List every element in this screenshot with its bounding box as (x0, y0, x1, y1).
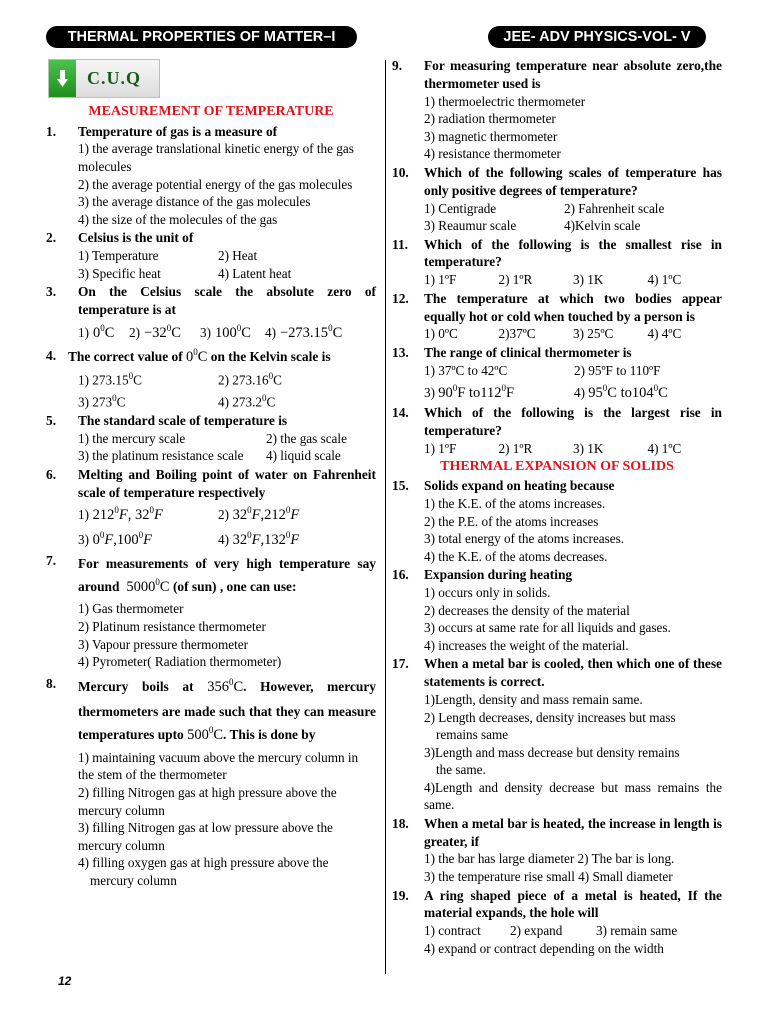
cuq-label: C.U.Q (87, 68, 141, 88)
question-17: 17. When a metal bar is cooled, then which one of these statements is correct. 1)Length, density and mass remain same. 2) Length decreases, density increases but mass remains same 3)Length and mass decrease but density remains the same. 4)Length and density decrease but mass remains the same. (392, 656, 722, 813)
option: 3) the platinum resistance scale (78, 448, 244, 464)
cuq-badge (48, 59, 160, 98)
option: 3) 1K (573, 441, 604, 457)
option: 4)Length and density decrease but mass remains the same. (424, 779, 722, 813)
option: 3) total energy of the atoms increases. (424, 531, 625, 547)
option: 4) resistance thermometer (424, 146, 561, 162)
option: 1) the average translational kinetic energy of the gas molecules (78, 141, 354, 174)
option: 2) filling Nitrogen gas at high pressure above the mercury column (78, 784, 337, 818)
question-3: 3. On the Celsius scale the absolute zero of temperature is at 1) $0^0C$ 2) $-32^0C$ 3) $100^0C$ 4) $-273.15^0C$ (46, 283, 376, 343)
option: 4) the K.E. of the atoms decreases. (424, 548, 608, 564)
question-18: 18. When a metal bar is heated, the increase in length is greater, if 1) the bar has large diameter 2) The bar is long. 3) the temperature rise small 4) Small diameter (392, 815, 722, 885)
option: 3) occurs at same rate for all liquids and gases. (424, 620, 671, 636)
question-11: 11. Which of the following is the smallest rise in temperature? 1) 1ºF 2) 1ºR 3) 1K 4) 1ºC (392, 236, 722, 288)
question-7: 7. For measurements of very high temperature say around 5000$^0$C (of sun) , one can use: 1) Gas thermometer 2) Platinum resistance thermometer 3) Vapour pressure thermometer 4) Pyrometer( Radiation thermometer) (46, 552, 376, 670)
question-15: 15. Solids expand on heating because 1) the K.E. of the atoms increases. 2) the P.E. of the atoms increases 3) total energy of the atoms increases. 4) the K.E. of the atoms decreases. (392, 477, 722, 565)
option: 2)37ºC (498, 326, 536, 342)
option: 1) occurs only in solids. (424, 585, 551, 601)
question-9: 9. For measuring temperature near absolute zero,the thermometer used is 1) thermoelectric thermometer 2) radiation thermometer 3) magnetic thermometer 4) resistance thermometer (392, 58, 722, 162)
option: 2) Length decreases, density increases but mass remains same (424, 709, 676, 743)
question-8: 8. Mercury boils at $356^0C$. However, mercury thermometers are made such that they can measure temperatures upto $500^0C$. This is done by 1) maintaining vacuum above the mercury column in the stem of the thermometer 2) filling Nitrogen gas at high pressure above the mercury column 3) filling Nitrogen gas at low pressure above the mercury column 4) filling oxygen gas at high pressure above the mercury column (46, 675, 376, 888)
option: 4)Kelvin scale (564, 218, 641, 234)
option: 3) Reaumur scale (424, 218, 517, 234)
option: 1) Gas thermometer (78, 601, 184, 617)
option: 4) 1ºC (647, 441, 682, 457)
question-6: 6. Melting and Boiling point of water on Fahrenheit scale of temperature respectively 1) $212^0F$, $32^0F$ 2) $32^0F,212^0F$ 3) $0^0F,100^0F$ 4) $32^0F,132^0F$ (46, 466, 376, 550)
option: 1) contract (424, 923, 481, 939)
option: 1) 1ºF (424, 272, 457, 288)
column-divider (385, 60, 386, 974)
section-title: MEASUREMENT OF TEMPERATURE (88, 104, 334, 119)
down-arrow-icon (49, 60, 76, 97)
option: 2) Heat (218, 248, 258, 263)
option: 1) maintaining vacuum above the mercury column in the stem of the thermometer (78, 749, 359, 783)
right-column (392, 56, 722, 957)
volume-title: JEE- ADV PHYSICS-VOL- V (488, 26, 706, 48)
option: 1) the mercury scale (78, 430, 186, 446)
option: 4) the size of the molecules of the gas (78, 211, 278, 227)
option: 1) 37ºC to 42ºC (424, 362, 508, 378)
left-column (46, 103, 376, 889)
option: 3) Vapour pressure thermometer (78, 636, 249, 652)
option: 4) liquid scale (266, 448, 341, 464)
option: 2) 273.16$^0$C (218, 370, 282, 388)
option: 1) 273.15$^0$C (78, 370, 142, 388)
option-row: 1) $0^0C$ 2) $-32^0C$ 3) $100^0C$ 4) $-273.15^0C$ (78, 322, 343, 341)
option: 4) increases the weight of the material. (424, 637, 629, 653)
question-16: 16. Expansion during heating 1) occurs only in solids. 2) decreases the density of the material 3) occurs at same rate for all liquids and gases. 4) increases the weight of the material. (392, 566, 722, 654)
question-12: 12. The temperature at which two bodies appear equally hot or cold when touched by a person is 1) 0ºC 2)37ºC 3) 25ºC 4) 4ºC (392, 290, 722, 342)
option: 2) 95ºF to 110ºF (574, 362, 661, 378)
page-number: 12 (58, 974, 72, 988)
option: 4) Pyrometer( Radiation thermometer) (78, 654, 282, 670)
question-14: 14. Which of the following is the largest rise in temperature? 1) 1ºF 2) 1ºR 3) 1K 4) 1ºC (392, 405, 722, 457)
question-4: 4. The correct value of $0^0C$ on the Kelvin scale is 1) 273.15$^0$C 2) 273.16$^0$C 3) $273^0C$ 4) 273.2$^0$C (46, 346, 331, 410)
chapter-title: THERMAL PROPERTIES OF MATTER–I (46, 26, 357, 48)
option: 4) 1ºC (647, 272, 682, 288)
question-2: 2. Celsius is the unit of 1) Temperature 2) Heat 3) Specific heat 4) Latent heat (46, 230, 292, 281)
option: 2) decreases the density of the material (424, 602, 630, 618)
option: 1) the bar has large diameter 2) The bar is long. (424, 851, 675, 867)
option: 3) 25ºC (573, 326, 614, 342)
option: 4) $32^0F,132^0F$ (218, 529, 300, 548)
option: 3) Specific heat (78, 265, 161, 281)
option: 3) $0^0F,100^0F$ (78, 529, 152, 548)
option: 2) Fahrenheit scale (564, 200, 665, 216)
question-19: 19. A ring shaped piece of a metal is heated, If the material expands, the hole will 1) contract 2) expand 3) remain same 4) expand or contract depending on the width (392, 887, 722, 956)
option: 2) Platinum resistance thermometer (78, 619, 266, 635)
option: 1) $212^0F$, $32^0F$ (78, 505, 163, 524)
option: 3) $273^0C$ (78, 392, 126, 410)
option: 1) thermoelectric thermometer (424, 93, 586, 109)
option: 2) radiation thermometer (424, 111, 556, 127)
option: 4) expand or contract depending on the width (424, 940, 664, 956)
option: 3)Length and mass decrease but density remains the same. (424, 744, 680, 778)
option: 1) Centigrade (424, 200, 497, 216)
option: 3) the temperature rise small 4) Small diameter (424, 869, 673, 885)
option: 1) Temperature (78, 248, 159, 263)
option: 4) $95^0C$ $to104^0C$ (574, 383, 668, 402)
option: 4) 273.2$^0$C (218, 392, 276, 410)
option: 4) filling oxygen gas at high pressure above the mercury column (78, 855, 329, 888)
option: 2) the average potential energy of the gas molecules (78, 176, 353, 192)
question-10: 10. Which of the following scales of temperature has only positive degrees of temperature? 1) Centigrade 2) Fahrenheit scale 3) Reaumur scale 4)Kelvin scale (392, 164, 722, 234)
question-5: 5. The standard scale of temperature is 1) the mercury scale 2) the gas scale 3) the platinum resistance scale 4) liquid scale (46, 412, 347, 464)
option: 2) expand (510, 923, 563, 939)
option: 2) 1ºR (498, 272, 533, 288)
option: 3) 1K (573, 272, 604, 288)
option: 2) the P.E. of the atoms increases (424, 513, 599, 529)
option: 2) the gas scale (266, 430, 347, 446)
option: 1)Length, density and mass remain same. (424, 691, 643, 707)
question-1: 1. Temperature of gas is a measure of 1) the average translational kinetic energy of the gas molecules 2) the average potential energy of the gas molecules 3) the average distance of the gas molecules 4) the size of the molecules of the gas (46, 123, 376, 229)
option: 4) 4ºC (647, 326, 682, 342)
option: 3) remain same (596, 923, 678, 939)
option: 2) 1ºR (498, 441, 533, 457)
option: 3) the average distance of the gas molecules (78, 194, 311, 210)
option: 4) Latent heat (218, 265, 292, 281)
option: 3) magnetic thermometer (424, 128, 558, 144)
section-title: THERMAL EXPANSION OF SOLIDS (440, 458, 674, 474)
question-13: 13. The range of clinical thermometer is 1) 37ºC to 42ºC 2) 95ºF to 110ºF 3) $90^0F$ $to112^0F$ 4) $95^0C$ $to104^0C$ (392, 344, 722, 403)
option: 3) $90^0F$ $to112^0F$ (424, 383, 515, 402)
option: 1) 1ºF (424, 441, 457, 457)
option: 1) 0ºC (424, 326, 458, 342)
option: 1) the K.E. of the atoms increases. (424, 496, 606, 512)
option: 3) filling Nitrogen gas at low pressure above the mercury column (78, 820, 333, 853)
option: 2) $32^0F,212^0F$ (218, 505, 300, 524)
